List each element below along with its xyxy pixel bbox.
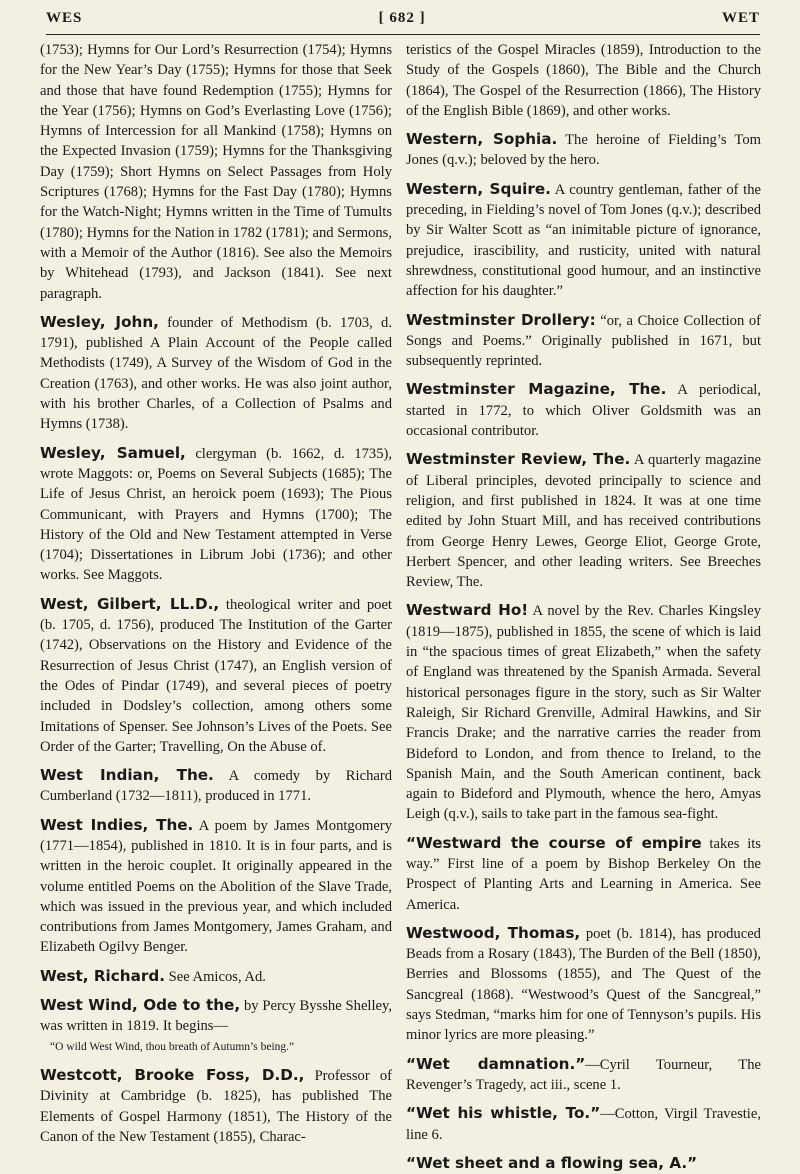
entry bbox=[406, 1103, 761, 1145]
entry bbox=[406, 379, 761, 441]
entry bbox=[406, 1054, 761, 1096]
entry bbox=[406, 923, 761, 1046]
entry-headword: West, Richard. bbox=[40, 966, 165, 985]
entry-body: founder of Methodism (b. 1703, d. 1791), published A Plain Account of the People called Methodists (1749), A Survey of the Wisdom of God in the Creation (1763), and other works. He was also joint author, with his brother Charles, of a Collection of Psalms and Hymns (1738). bbox=[40, 314, 392, 433]
entry bbox=[406, 310, 761, 372]
entry-body: takes its way.” First line of a poem by Bishop Berkeley On the Prospect of Planting Arts and Learning in America. See America. bbox=[406, 835, 761, 913]
entry bbox=[40, 995, 392, 1037]
header-rule bbox=[46, 34, 760, 35]
header-right-guideword: WET bbox=[721, 9, 760, 26]
header-left-guideword: WES bbox=[46, 9, 83, 26]
entry bbox=[406, 129, 761, 171]
running-header bbox=[46, 4, 760, 32]
entry-body: —Cotton, Virgil Travestie, line 6. bbox=[406, 1106, 761, 1143]
entry-headword: Western, Sophia. bbox=[406, 130, 558, 149]
entry bbox=[40, 40, 392, 304]
entry bbox=[406, 449, 761, 592]
entry bbox=[40, 1065, 392, 1147]
poem-quote bbox=[40, 1037, 392, 1057]
page-number: [ 682 ] bbox=[378, 9, 426, 26]
entry bbox=[406, 1153, 761, 1174]
entry-body: A poem by James Montgomery (1771—1854), published in 1810. It is in four parts, and is written in the heroic couplet. It originally appeared in the volume entitled Poems on the Abolition of the Slave Trade, which was issued in the previous year, and which included contributions from James Montgomery, James Graham, and Elizabeth Ogilvy Benger. bbox=[40, 817, 393, 956]
entry-headword: “Wet sheet and a flowing sea, A.” bbox=[406, 1153, 698, 1172]
entry-body: A novel by the Rev. Charles Kingsley (1819—1875), published in 1855, the scene of which is laid in “the spacious times of great Elizabeth,” when the safety of England was threatened by the Spanish Armada. Several historical personages figure in the story, such as Sir Walter Raleigh, Sir Richard Grenville, Admiral Hawkins, and Sir Francis Drake; and the narrative carries the reader from Bideford to London, and from thence to Ireland, to the Spanish Main, and the South American continent, back again to Bideford and Plymouth, whence the hero, Amyas Leigh (q.v.), sails to take part in the famous sea-fight. bbox=[406, 603, 762, 823]
entry-body: “or, a Choice Collection of Songs and Poems.” Originally published in 1671, but subsequently reprinted. bbox=[406, 312, 761, 370]
entry-headword: Westminster Review, The. bbox=[406, 450, 631, 469]
entry-body: theological writer and poet (b. 1705, d. 1756), produced The Institution of the Garter (1742), Observations on the History and Evidence of the Resurrection of Jesus Christ (1747), an English version of the Odes of Pindar (1749), and several pieces of poetry included in Dodsley’s collection, among others some Imitations of Spenser. See Johnson’s Lives of the Poets. See Order of the Garter; Travelling, On the Abuse of. bbox=[40, 596, 392, 755]
entry-headword: Westwood, Thomas, bbox=[406, 923, 581, 942]
entry-body: poet (b. 1814), has produced Beads from a Rosary (1843), The Burden of the Bell (1850), Berries and Blossoms (1855), and The Quest of the Sancgreal (1868). “Westwood’s Quest of the Sancgreal,” says Stedman, “marks him for one of Tennyson’s pupils. His minor lyrics are more pleasing.” bbox=[406, 925, 761, 1044]
entry bbox=[40, 765, 392, 807]
entry bbox=[40, 594, 392, 757]
entry-body: clergyman (b. 1662, d. 1735), wrote Maggots: or, Poems on Several Subjects (1685); The Life of Jesus Christ, an heroick poem (1693); The Pious Communicant, with Prayers and Hymns (1700); The History of the Old and New Testament attempted in Verse (1704); Dissertationes in Librum Jobi (1736); and other works. See Maggots. bbox=[40, 445, 392, 584]
entry bbox=[40, 966, 392, 987]
entry-headword: West, Gilbert, LL.D., bbox=[40, 594, 220, 613]
entry bbox=[406, 600, 761, 824]
entry-headword: Westminster Drollery: bbox=[406, 310, 596, 329]
entry-body: A country gentleman, father of the preceding, in Fielding’s novel of Tom Jones (q.v.); described by Sir Walter Scott as “an inimitable picture of ignorance, prejudice, irascibility, and rusticity, united with natural shrewdness, constitutional good humour, and an instinctive affection for his daughter.” bbox=[406, 181, 762, 300]
entry-headword: “Westward the course of empire bbox=[406, 833, 702, 852]
entry-body: The heroine of Fielding’s Tom Jones (q.v.); beloved by the hero. bbox=[406, 132, 761, 169]
entry-body: Professor of Divinity at Cambridge (b. 1825), has published The Elements of Gospel Harmony (1851), The History of the Canon of the New Testament (1855), Charac- bbox=[40, 1067, 392, 1145]
entry-body: “O wild West Wind, thou breath of Autumn’s being.” bbox=[50, 1040, 295, 1053]
left-column bbox=[40, 40, 393, 1145]
entry-headword: “Wet damnation.” bbox=[406, 1054, 586, 1073]
entry-body: (1753); Hymns for Our Lord’s Resurrection (1754); Hymns for the New Year’s Day (1755); Hymns for those that Seek and those that have found Redemption (1755); Hymns for the Year (1756); Hymns on God’s Everlasting Love (1756); Hymns of Intercession for all Mankind (1758); Hymns on the Expected Invasion (1759); Hymns for the Thanksgiving Day (1759); Short Hymns on Select Passages from Holy Scriptures (1768); Hymns for the Fast Day (1780); Hymns for the Watch-Night; Hymns written in the Time of Tumults (1780); Hymns for the Nation in 1782 (1781); and Sermons, with a Memoir of the Author (1816). See also the Memoirs by Whitehead (1793), and Jackson (1841). See next paragraph. bbox=[40, 42, 392, 302]
entry-body: A quarterly magazine of Liberal principles, devoted principally to science and religion, and first published in 1824. It was at one time edited by John Stuart Mill, and has received contributions from George Henry Lewes, George Eliot, George Grote, Herbert Spencer, and other leading writers. See Breeches Review, The. bbox=[406, 452, 761, 591]
entry-headword: West Wind, Ode to the, bbox=[40, 996, 241, 1015]
entry bbox=[406, 833, 761, 915]
entry-headword: Westminster Magazine, The. bbox=[406, 380, 667, 399]
entry-headword: Wesley, John, bbox=[40, 312, 159, 331]
entry-body: —Cyril Tourneur, The Revenger’s Tragedy, act iii., scene 1. bbox=[406, 1056, 761, 1093]
entry-headword: Wesley, Samuel, bbox=[40, 443, 186, 462]
entry bbox=[40, 815, 392, 958]
entry-headword: West Indies, The. bbox=[40, 815, 194, 834]
entry-body: A periodical, started in 1772, to which Oliver Goldsmith was an occasional contributor. bbox=[406, 382, 761, 440]
entry bbox=[40, 443, 392, 586]
entry-body: teristics of the Gospel Miracles (1859), Introduction to the Study of the Gospels (1860), The Bible and the Church (1864), The Gospel of the Resurrection (1866), The History of the English Bible (1869), and other works. bbox=[406, 42, 761, 119]
entry-headword: Western, Squire. bbox=[406, 179, 551, 198]
entry bbox=[406, 40, 761, 121]
entry bbox=[40, 312, 392, 435]
right-column bbox=[406, 40, 762, 1172]
entry-body: A comedy by Richard Cumberland (1732—1811), produced in 1771. bbox=[40, 768, 393, 805]
entry-headword: “Wet his whistle, To.” bbox=[406, 1104, 601, 1123]
entry-headword: Westward Ho! bbox=[406, 601, 529, 620]
entry-body: by Percy Bysshe Shelley, was written in 1819. It begins— bbox=[40, 998, 393, 1035]
entry bbox=[406, 179, 761, 302]
entry-headword: Westcott, Brooke Foss, D.D., bbox=[40, 1065, 305, 1084]
entry-headword: West Indian, The. bbox=[40, 766, 214, 785]
entry-body: See Amicos, Ad. bbox=[168, 968, 266, 985]
